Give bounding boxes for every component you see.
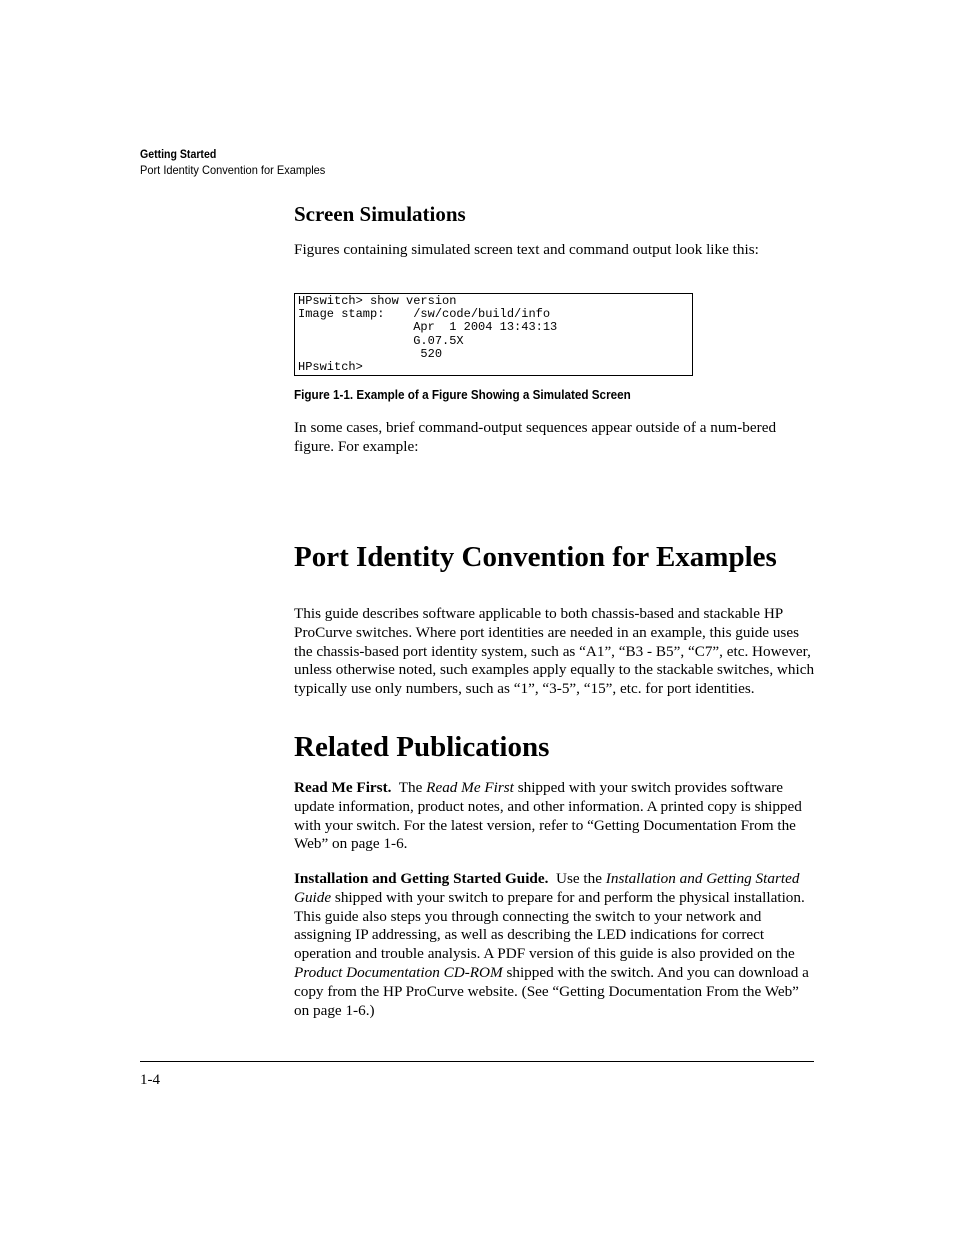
figure-caption: Figure 1-1. Example of a Figure Showing a Simulated Screen [294, 387, 631, 402]
paragraph [294, 870, 816, 1020]
section-heading: Port Identity Convention for Examples [294, 541, 777, 573]
readme-first-entry [294, 779, 816, 854]
screen-line: 520 [298, 346, 443, 361]
section-heading: Related Publications [294, 731, 550, 763]
text-run: shipped with your switch to prepare for and perform the physical installation. This guide also steps you through connecting the switch to your network and assigning IP addressing, as well as describing the LED indications for correct operation and trouble analysis. A PDF version of this guide is also provided on the [294, 888, 805, 963]
port-identity-heading [294, 540, 816, 575]
text-run: Use the [556, 870, 602, 887]
publication-title: Installation and Getting Started Guide [294, 870, 800, 906]
paragraph: This guide describes software applicable to both chassis-based and stackable HP ProCurve switches. Where port identities are needed in an example, this guide uses the chassis-based port identity system, such as “A1”, “B3 - B5”, “C7”, etc. However, unless otherwise noted, such examples apply equally to the stackable switches, which typically use only numbers, such as “1”, “3-5”, “15”, etc. for port identities. [294, 605, 815, 698]
paragraph: In some cases, brief command-output sequences appear outside of a num-bered figure. For example: [294, 419, 777, 455]
screen-simulations-after [294, 419, 816, 457]
run-in-heading: Read Me First. [294, 779, 392, 796]
screen-line: Apr 1 2004 13:43:13 [298, 320, 558, 335]
paragraph: Figures containing simulated screen text and command output look like this: [294, 241, 759, 258]
text-run: shipped with your switch provides software update information, product notes, and other information. A printed copy is shipped with your switch. For the latest version, refer to “Getting Documentation From the Web” on page 1-6. [294, 779, 802, 853]
paragraph [294, 779, 816, 854]
publication-title: Product Documentation CD-ROM [294, 963, 503, 981]
footer-rule [140, 1061, 814, 1062]
run-in-heading: Installation and Getting Started Guide. [294, 870, 549, 887]
screen-simulations-intro [294, 241, 816, 260]
related-publications-heading [294, 730, 816, 765]
screen-simulations-heading [294, 202, 816, 227]
simulated-screen [294, 293, 693, 376]
text-run: The [398, 779, 423, 796]
page-number: 1-4 [140, 1072, 160, 1088]
running-header-section: Port Identity Convention for Examples [140, 163, 326, 177]
installation-guide-entry [294, 870, 816, 1020]
running-header-chapter: Getting Started [140, 147, 217, 161]
screen-line: Image stamp: /sw/code/build/info [298, 307, 551, 322]
section-heading: Screen Simulations [294, 202, 466, 226]
port-identity-body [294, 605, 816, 699]
screen-line: HPswitch> [298, 360, 363, 375]
screen-line: G.07.5X [298, 333, 464, 348]
screen-line: HPswitch> show version [298, 294, 457, 308]
publication-title: Read Me First [426, 779, 514, 796]
text-run: shipped with the switch. And you can download a copy from the HP ProCurve website. (See “Getting Documentation From the Web” on page 1-6.) [294, 963, 809, 1019]
